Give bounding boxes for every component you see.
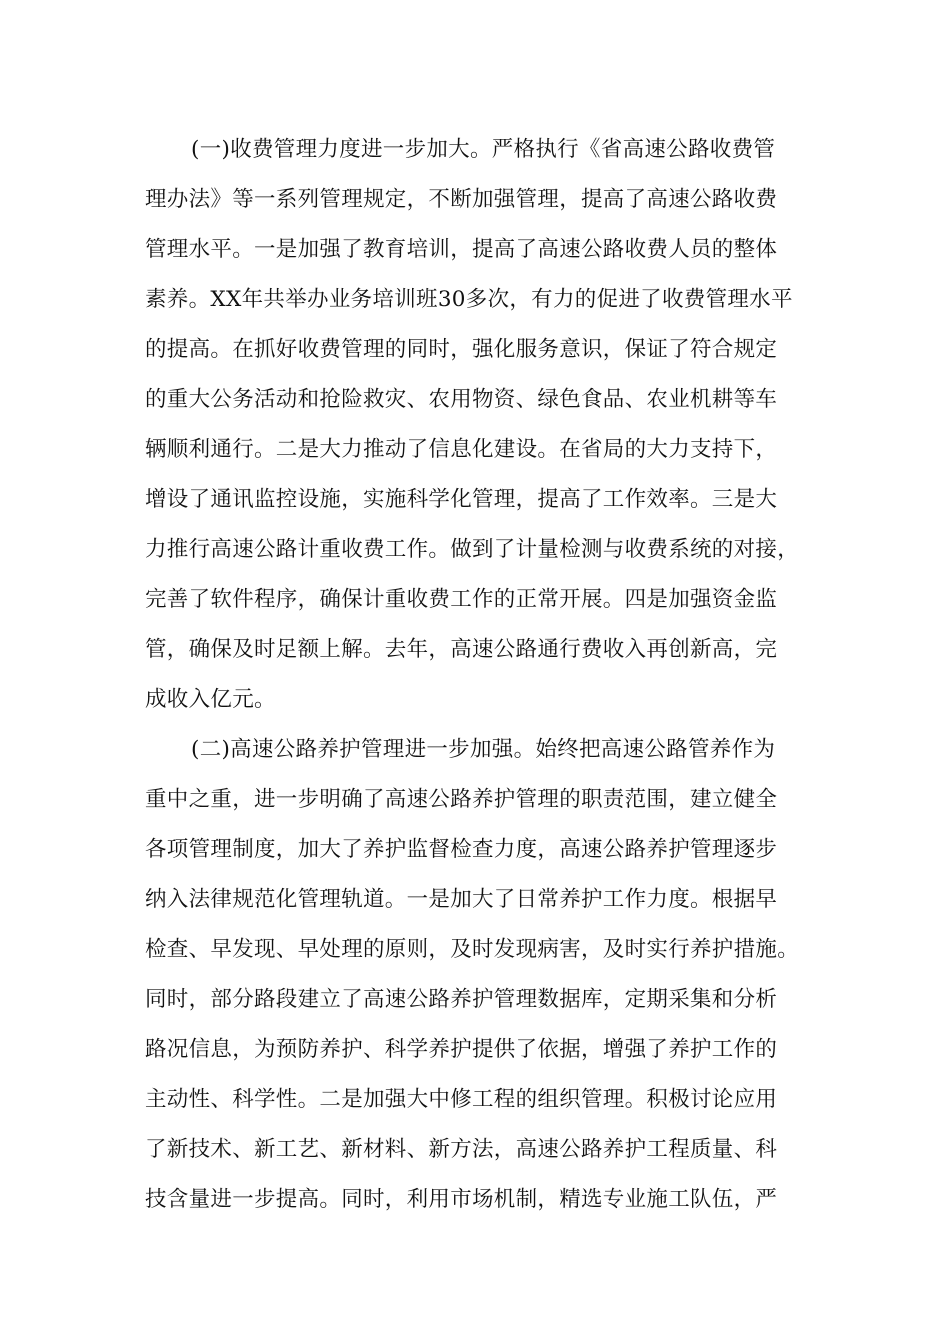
paragraph-1-line-2: 理办法》等一系列管理规定，不断加强管理，提高了高速公路收费	[145, 187, 778, 212]
paragraph-1-line-4: 素养。XX年共举办业务培训班30多次，有力的促进了收费管理水平	[145, 287, 793, 312]
paragraph-1-line-10: 完善了软件程序，确保计重收费工作的正常开展。四是加强资金监	[145, 587, 778, 612]
paragraph-2-line-5: 检查、早发现、早处理的原则，及时发现病害，及时实行养护措施。	[145, 937, 800, 962]
paragraph-1-line-3: 管理水平。一是加强了教育培训，提高了高速公路收费人员的整体	[145, 237, 778, 262]
paragraph-2-line-9: 了新技术、新工艺、新材料、新方法，高速公路养护工程质量、科	[145, 1137, 778, 1162]
paragraph-1-line-12: 成收入亿元。	[145, 687, 276, 712]
paragraph-1-line-9: 力推行高速公路计重收费工作。做到了计量检测与收费系统的对接，	[145, 537, 800, 562]
paragraph-1-line-1: (一)收费管理力度进一步加大。严格执行《省高速公路收费管	[191, 137, 776, 162]
paragraph-2-line-10: 技含量进一步提高。同时，利用市场机制，精选专业施工队伍，严	[145, 1187, 778, 1212]
paragraph-2-line-8: 主动性、科学性。二是加强大中修工程的组织管理。积极讨论应用	[145, 1087, 778, 1112]
paragraph-1-line-5: 的提高。在抓好收费管理的同时，强化服务意识，保证了符合规定	[145, 337, 778, 362]
paragraph-2-line-3: 各项管理制度，加大了养护监督检查力度，高速公路养护管理逐步	[145, 837, 778, 862]
paragraph-1-line-11: 管，确保及时足额上解。去年，高速公路通行费收入再创新高，完	[145, 637, 778, 662]
paragraph-2-line-4: 纳入法律规范化管理轨道。一是加大了日常养护工作力度。根据早	[145, 887, 778, 912]
paragraph-2-line-6: 同时，部分路段建立了高速公路养护管理数据库，定期采集和分析	[145, 987, 778, 1012]
paragraph-1-line-8: 增设了通讯监控设施，实施科学化管理，提高了工作效率。三是大	[145, 487, 778, 512]
paragraph-2-line-7: 路况信息，为预防养护、科学养护提供了依据，增强了养护工作的	[145, 1037, 778, 1062]
paragraph-1-line-6: 的重大公务活动和抢险救灾、农用物资、绿色食品、农业机耕等车	[145, 387, 778, 412]
paragraph-2-line-2: 重中之重，进一步明确了高速公路养护管理的职责范围，建立健全	[145, 787, 778, 812]
paragraph-2-line-1: (二)高速公路养护管理进一步加强。始终把高速公路管养作为	[191, 737, 776, 762]
paragraph-1-line-7: 辆顺利通行。二是大力推动了信息化建设。在省局的大力支持下，	[145, 437, 778, 462]
